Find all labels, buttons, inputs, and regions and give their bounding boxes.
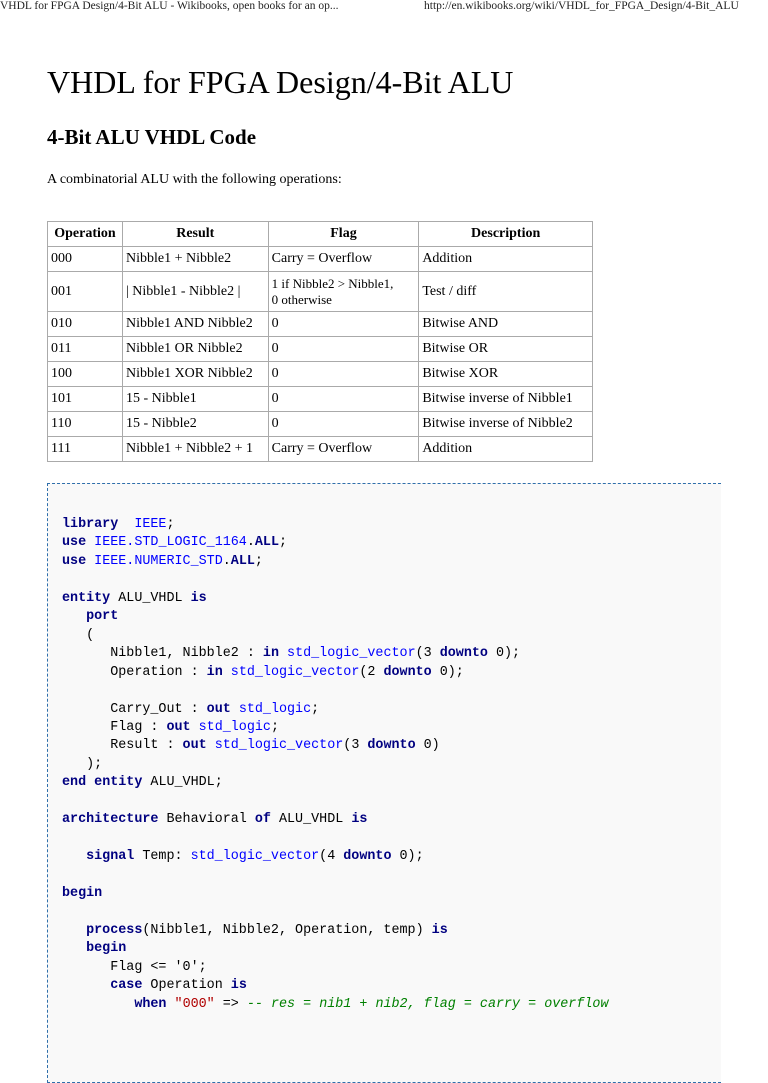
cell-description: Bitwise XOR (419, 362, 593, 387)
code-token (86, 535, 94, 550)
code-token (191, 720, 199, 735)
table-row (48, 437, 593, 462)
code-token (86, 775, 94, 790)
code-line (62, 609, 118, 624)
code-token: ; (311, 701, 320, 717)
code-token: use (62, 553, 87, 569)
code-token: is (230, 978, 247, 994)
table-row (48, 312, 593, 337)
code-token: out (206, 701, 231, 717)
table-row (48, 412, 593, 437)
code-token: is (431, 922, 448, 938)
code-line (62, 628, 94, 643)
code-line (62, 923, 448, 938)
code-line (62, 535, 287, 550)
code-token: downto (367, 738, 416, 754)
table-row (48, 362, 593, 387)
code-line (62, 517, 175, 532)
code-token: ALL (254, 535, 279, 551)
cell-result: Nibble1 + Nibble2 + 1 (122, 437, 268, 462)
code-line (62, 738, 440, 753)
cell-description: Bitwise AND (419, 312, 593, 337)
code-token: begin (86, 941, 127, 957)
code-token (279, 646, 287, 661)
code-token: Carry_Out : (62, 701, 207, 717)
cell-operation: 010 (48, 312, 123, 337)
code-token: when (134, 996, 167, 1012)
page-url[interactable]: http://en.wikibooks.org/wiki/VHDL_for_FPGA_Design/4-Bit_ALU (424, 0, 739, 12)
code-token (62, 609, 86, 624)
code-token: ; (270, 719, 279, 735)
code-token: 0) (415, 738, 440, 754)
cell-flag: 0 (268, 387, 419, 412)
code-token: downto (439, 646, 488, 662)
section-heading: 4-Bit ALU VHDL Code (47, 125, 257, 149)
code-token: Operation (142, 978, 231, 994)
cell-operation: 110 (48, 412, 123, 437)
cell-description: Addition (419, 437, 593, 462)
code-token (62, 978, 110, 993)
code-token: Nibble1, Nibble2 : (62, 646, 263, 662)
code-token: std_logic_vector (230, 664, 360, 680)
vhdl-code (62, 516, 608, 1014)
code-token: 0); (487, 646, 521, 662)
cell-operation: 011 (48, 337, 123, 362)
cell-result: Nibble1 XOR Nibble2 (122, 362, 268, 387)
code-token: downto (343, 849, 392, 865)
cell-description: Test / diff (419, 272, 593, 312)
code-token (166, 997, 174, 1012)
cell-result: 15 - Nibble1 (122, 387, 268, 412)
code-line (62, 757, 102, 772)
code-token: . (222, 553, 231, 569)
operations-table (47, 221, 593, 462)
code-token: (3 (415, 646, 440, 662)
table-row (48, 272, 593, 312)
cell-operation: 001 (48, 272, 123, 312)
code-line (62, 665, 464, 680)
code-token: ); (62, 756, 103, 772)
code-token (62, 997, 134, 1012)
cell-operation: 100 (48, 362, 123, 387)
code-token: process (86, 922, 143, 938)
code-token: in (262, 646, 279, 662)
cell-operation: 000 (48, 247, 123, 272)
code-token: ALL (230, 553, 255, 569)
intro-text: A combinatorial ALU with the following operations: (47, 172, 342, 187)
code-token: . (246, 535, 255, 551)
code-token: ; (254, 553, 263, 569)
cell-description: Bitwise inverse of Nibble2 (419, 412, 593, 437)
cell-flag: 0 (268, 412, 419, 437)
code-token: ( (62, 627, 95, 643)
cell-description: Bitwise inverse of Nibble1 (419, 387, 593, 412)
cell-flag: Carry = Overflow (268, 437, 419, 462)
cell-flag (268, 272, 419, 312)
col-header-description: Description (419, 222, 593, 247)
tab-title: VHDL for FPGA Design/4-Bit ALU - Wikibooks, open books for an op... (0, 0, 339, 12)
code-token: "000" (174, 996, 215, 1012)
code-token: Flag : (62, 719, 167, 735)
cell-description: Addition (419, 247, 593, 272)
code-token: is (190, 590, 207, 606)
code-token: (4 (319, 849, 344, 865)
code-token: case (110, 978, 143, 994)
cell-flag: 0 (268, 312, 419, 337)
code-token (207, 738, 215, 753)
code-token: begin (62, 886, 103, 902)
code-token: architecture (62, 812, 159, 828)
col-header-result: Result (122, 222, 268, 247)
code-token: of (254, 812, 271, 828)
code-token: (3 (343, 738, 368, 754)
code-token: Result : (62, 738, 183, 754)
code-token: Flag <= '0'; (62, 959, 207, 975)
code-token: std_logic_vector (190, 849, 320, 865)
code-token: ALU_VHDL (270, 812, 352, 828)
code-token: 0); (391, 849, 424, 865)
code-token: ALU_VHDL (110, 590, 191, 606)
code-token: library (62, 517, 119, 532)
code-token: downto (383, 664, 432, 680)
code-token (62, 941, 86, 956)
code-token: use (62, 535, 87, 551)
cell-flag-line: 0 otherwise (271, 291, 332, 307)
code-token: ALU_VHDL; (142, 775, 223, 791)
cell-result: Nibble1 OR Nibble2 (122, 337, 268, 362)
code-line (62, 702, 319, 717)
code-line (62, 554, 263, 569)
cell-flag-line: 1 if Nibble2 > Nibble1, (271, 275, 394, 291)
cell-result: Nibble1 AND Nibble2 (122, 312, 268, 337)
code-line (62, 812, 367, 827)
code-token: ; (279, 535, 288, 551)
page-title: VHDL for FPGA Design/4-Bit ALU (47, 64, 514, 100)
code-token: Behavioral (158, 812, 255, 828)
table-header-row (48, 222, 593, 247)
code-line (62, 941, 126, 956)
cell-flag: 0 (268, 337, 419, 362)
code-line (62, 591, 207, 606)
table-row (48, 337, 593, 362)
cell-operation: 111 (48, 437, 123, 462)
table-row (48, 387, 593, 412)
code-token: end (62, 775, 87, 791)
code-line (62, 997, 608, 1012)
code-token: Operation : (62, 664, 207, 680)
code-token: 0); (431, 664, 464, 680)
code-token: out (166, 719, 191, 735)
code-token: entity (62, 590, 111, 606)
code-line (62, 978, 247, 993)
code-line (62, 775, 223, 790)
code-token: => (214, 996, 247, 1012)
cell-operation: 101 (48, 387, 123, 412)
col-header-flag: Flag (268, 222, 419, 247)
code-line (62, 720, 279, 735)
code-line (62, 646, 520, 661)
code-line (62, 886, 102, 901)
code-token: in (206, 664, 223, 680)
cell-description: Bitwise OR (419, 337, 593, 362)
code-token (62, 923, 86, 938)
code-token (118, 517, 134, 532)
code-token: is (351, 812, 368, 828)
code-token: entity (94, 775, 143, 791)
cell-flag: 0 (268, 362, 419, 387)
code-line (62, 849, 424, 864)
code-token: signal (86, 849, 135, 865)
code-line (62, 960, 207, 975)
code-token: (2 (359, 664, 384, 680)
code-token: std_logic (198, 719, 271, 735)
code-token: Temp: (134, 849, 191, 865)
code-token: IEEE.NUMERIC_STD (94, 553, 223, 569)
code-token: -- res = nib1 + nib2, flag = carry = overflow (246, 996, 609, 1012)
code-token (231, 702, 239, 717)
code-token: IEEE (134, 517, 167, 532)
table-row (48, 247, 593, 272)
code-token: port (86, 609, 119, 625)
col-header-operation: Operation (48, 222, 123, 247)
browser-header (0, 0, 768, 18)
code-token: ; (166, 517, 175, 532)
cell-result: | Nibble1 - Nibble2 | (122, 272, 268, 312)
code-token: IEEE.STD_LOGIC_1164 (94, 535, 247, 551)
code-token: out (182, 738, 207, 754)
code-token: std_logic_vector (214, 738, 344, 754)
code-token (86, 554, 94, 569)
cell-result: 15 - Nibble2 (122, 412, 268, 437)
code-token (62, 849, 86, 864)
cell-flag: Carry = Overflow (268, 247, 419, 272)
cell-result: Nibble1 + Nibble2 (122, 247, 268, 272)
code-token: std_logic_vector (287, 646, 416, 662)
code-token: std_logic (238, 701, 312, 717)
code-token: (Nibble1, Nibble2, Operation, temp) (142, 922, 432, 938)
code-token (223, 665, 231, 680)
